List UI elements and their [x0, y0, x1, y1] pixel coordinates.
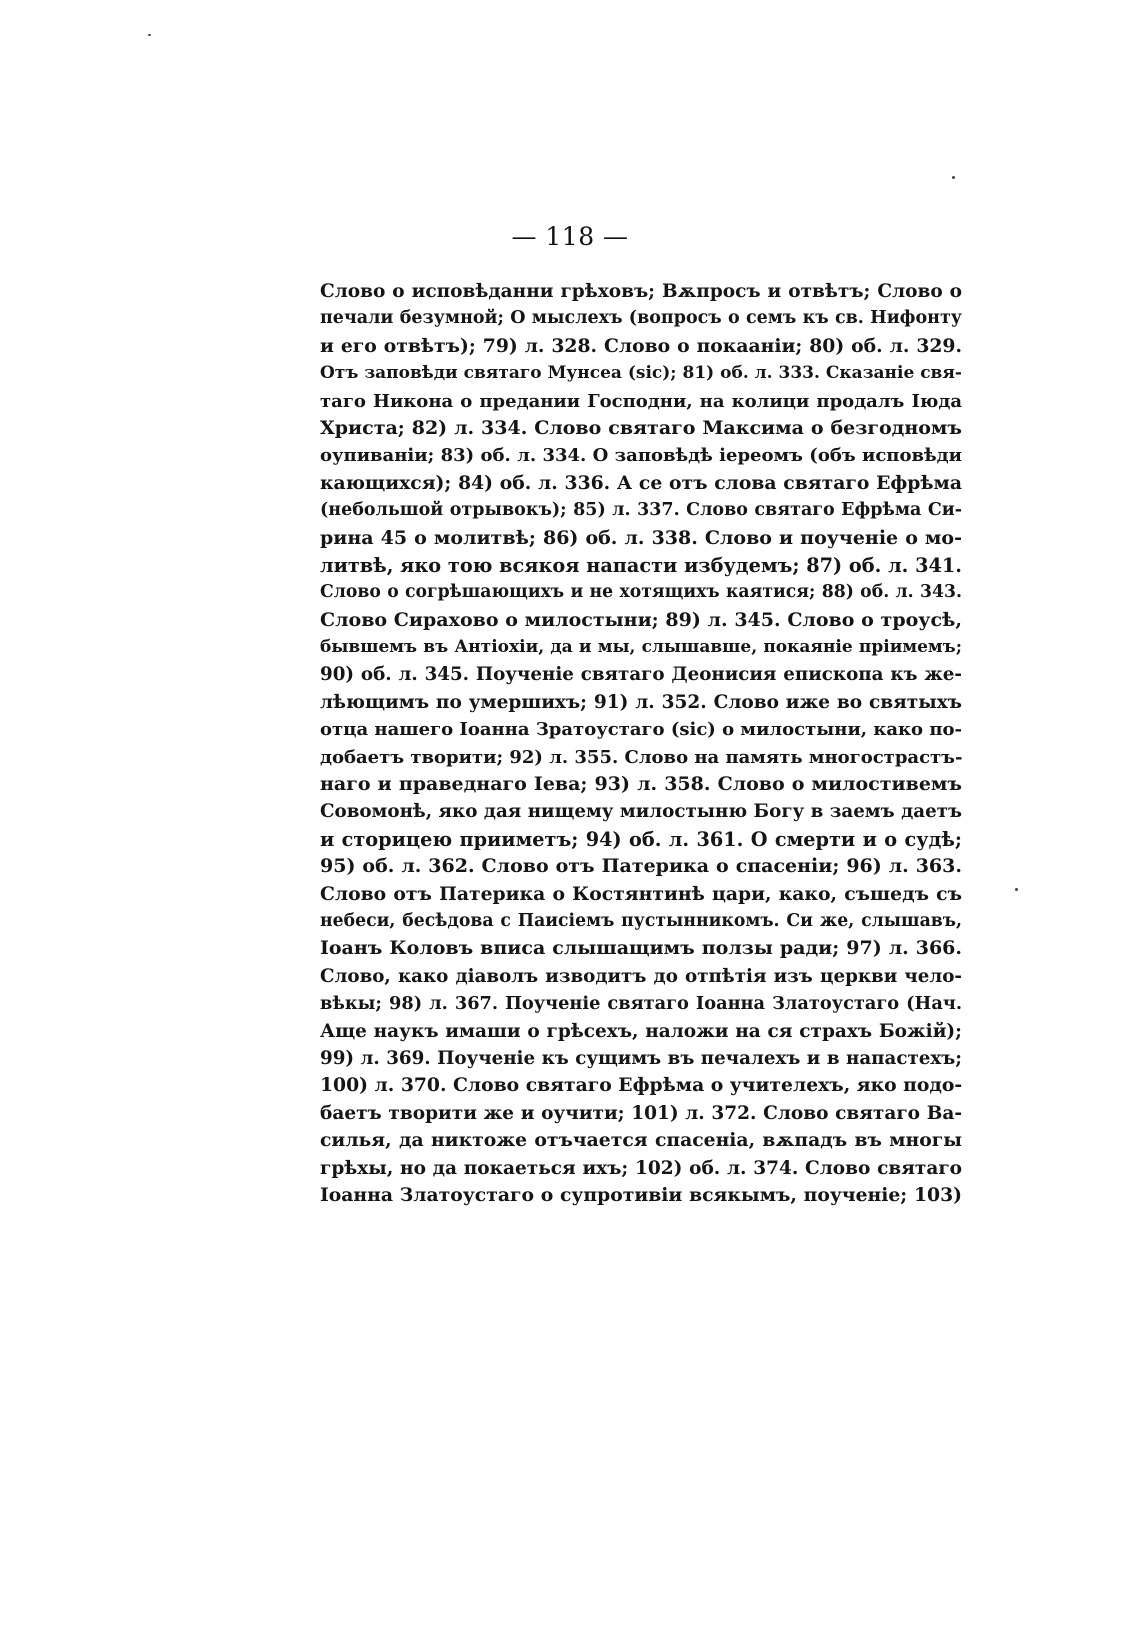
text-line: силья, да никтоже отъчается спасеніа, вѫпадъ въ многы	[320, 1129, 962, 1152]
scan-speck	[148, 34, 151, 36]
text-line: рина 45 о молитвѣ; 86) об. л. 338. Слово и поученіе о мо-	[320, 526, 962, 549]
text-line: 95) об. л. 362. Слово отъ Патерика о спасеніи; 96) л. 363.	[320, 855, 962, 878]
text-line: наго и праведнаго Іева; 93) л. 358. Слово о милостивемъ	[320, 773, 962, 796]
text-line: и его отвѣтъ); 79) л. 328. Слово о покааніи; 80) об. л. 329.	[320, 334, 962, 357]
text-line: грѣхы, но да покаеться ихъ; 102) об. л. 374. Слово святаго	[320, 1157, 962, 1179]
text-line: баетъ творити же и оучити; 101) л. 372. Слово святаго Ва-	[320, 1102, 962, 1124]
text-line: и сторицею прииметъ; 94) об. л. 361. О смерти и о судѣ;	[320, 827, 962, 851]
text-line: 90) об. л. 345. Поученіе святаго Деонисия епископа къ же-	[320, 664, 962, 686]
text-line: отца нашего Іоанна Зратоустаго (sic) о милостыни, како по-	[320, 719, 962, 741]
text-line: добаетъ творити; 92) л. 355. Слово на память многострастъ-	[320, 746, 962, 768]
text-line: кающихся); 84) об. л. 336. А се отъ слова святаго Ефрѣма	[320, 471, 962, 494]
text-line: бывшемъ въ Антіохіи, да и мы, слышавше, покаяніе пріимемъ;	[320, 637, 962, 658]
text-line: лѣющимъ по умершихъ; 91) л. 352. Слово иже во святыхъ	[320, 691, 962, 713]
text-line: вѣкы; 98) л. 367. Поученіе святаго Іоанна Златоустаго (Нач.	[320, 993, 962, 1015]
text-line: 99) л. 369. Поученіе къ сущимъ въ печалехъ и в напастехъ;	[320, 1047, 962, 1069]
text-line: Совомонѣ, яко дая нищему милостыню Богу в заемъ даетъ	[320, 801, 962, 823]
body-text	[320, 278, 962, 1209]
text-line: Іоанъ Коловъ вписа слышащимъ ползы ради; 97) л. 366.	[320, 937, 962, 960]
scan-speck	[952, 176, 955, 179]
text-line: Отъ заповѣди святаго Мунсеа (sic); 81) об. л. 333. Сказаніе свя-	[320, 363, 962, 384]
text-line: Слово Сирахово о милостыни; 89) л. 345. Слово о троусѣ,	[320, 608, 962, 631]
text-line: Слово, како діаволъ изводитъ до отпѣтія изъ церкви чело-	[320, 965, 962, 987]
text-line: небеси, бесѣдова с Паисіемъ пустынникомъ. Си же, слышавъ,	[320, 910, 962, 931]
text-line: Христа; 82) л. 334. Слово святаго Максима о безгодномъ	[320, 416, 962, 439]
text-line: 100) л. 370. Слово святаго Ефрѣма о учителехъ, яко подо-	[320, 1074, 962, 1097]
text-line: (небольшой отрывокъ); 85) л. 337. Слово святаго Ефрѣма Си-	[320, 500, 962, 521]
text-line: Іоанна Златоустаго о супротивіи всякымъ, поученіе; 103)	[320, 1183, 962, 1206]
text-line: Аще наукъ имаши о грѣсехъ, наложи на ся страхъ Божій);	[320, 1020, 962, 1042]
text-line: Слово о исповѣданни грѣховъ; Вѫпросъ и отвѣтъ; Слово о	[320, 281, 962, 302]
text-line: Слово отъ Патерика о Костянтинѣ цари, како, съшедъ съ	[320, 882, 962, 905]
text-line: литвѣ, яко тою всякоя напасти избудемъ; 87) об. л. 341.	[320, 553, 962, 577]
text-line: оупиваніи; 83) об. л. 334. О заповѣдѣ іереомъ (объ исповѣди	[320, 445, 962, 467]
scan-speck	[1015, 888, 1018, 891]
text-line: печали безумной; О мыслехъ (вопросъ о семъ къ св. Нифонту	[320, 308, 962, 329]
text-line: Слово о согрѣшающихъ и не хотящихъ каятися; 88) об. л. 343.	[320, 582, 962, 603]
page-number: — 118 —	[511, 222, 629, 251]
text-line: таго Никона о предании Господни, на колици продалъ Іюда	[320, 390, 962, 412]
